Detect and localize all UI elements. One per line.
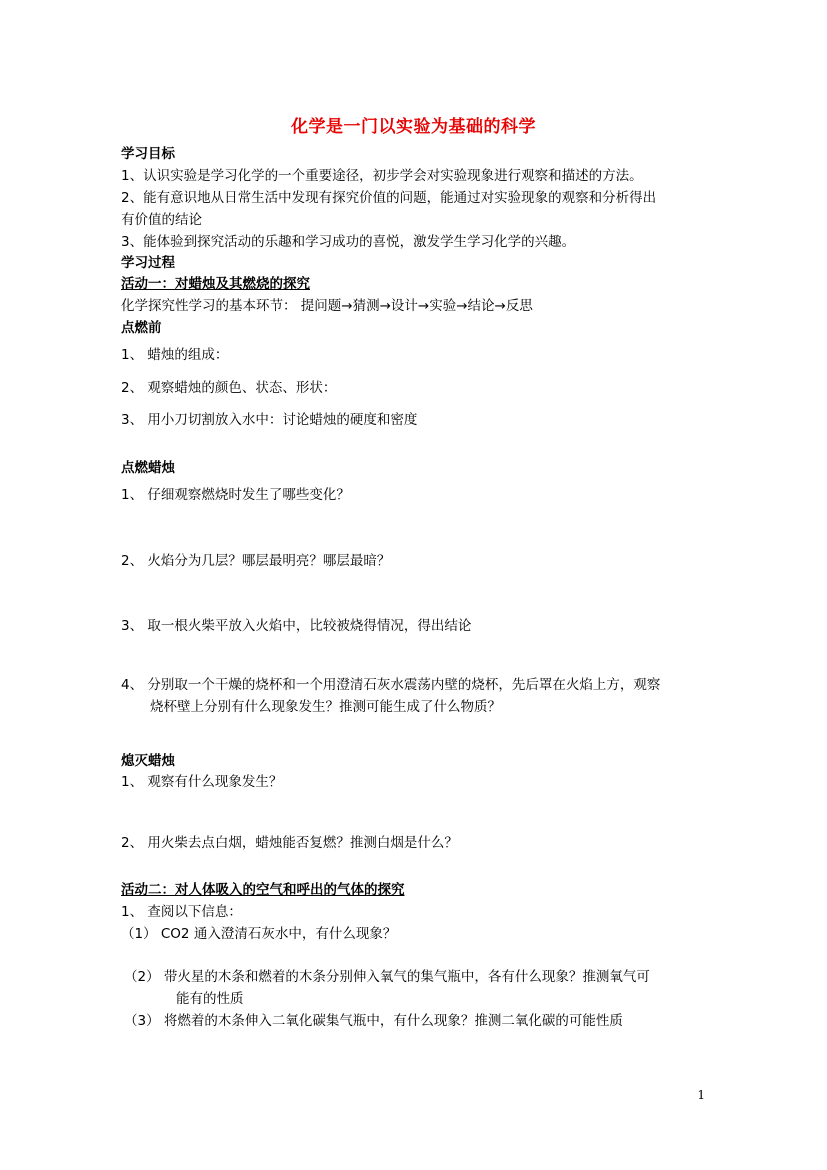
question: 1、 观察有什么现象发生？ bbox=[121, 774, 283, 790]
sub-question: （1） CO2 通入澄清石灰水中，有什么现象？ bbox=[121, 926, 397, 942]
question: 1、 查阅以下信息： bbox=[121, 904, 242, 920]
question: 2、 火焰分为几层？哪层最明亮？哪层最暗？ bbox=[121, 553, 391, 569]
goal-item: 1、认识实验是学习化学的一个重要途径，初步学会对实验现象进行观察和描述的方法。 bbox=[121, 168, 643, 184]
inquiry-steps: 化学探究性学习的基本环节： 提问题→猜测→设计→实验→结论→反思 bbox=[121, 298, 533, 314]
question: 3、 用小刀切割放入水中：讨论蜡烛的硬度和密度 bbox=[121, 412, 418, 428]
question: 4、 分别取一个干燥的烧杯和一个用澄清石灰水震荡内壁的烧杯，先后罩在火焰上方，观察 bbox=[121, 677, 661, 693]
question: 1、 蜡烛的组成： bbox=[121, 347, 229, 363]
goals-heading: 学习目标 bbox=[121, 146, 175, 162]
sub-question: （2） 带火星的木条和燃着的木条分别伸入氧气的集气瓶中，各有什么现象？推测氧气可 bbox=[124, 969, 650, 985]
question: 2、 观察蜡烛的颜色、状态、形状： bbox=[121, 380, 337, 396]
process-heading: 学习过程 bbox=[121, 255, 175, 271]
question: 1、 仔细观察燃烧时发生了哪些变化？ bbox=[121, 487, 350, 503]
goal-item: 2、能有意识地从日常生活中发现有探究价值的问题，能通过对实验现象的观察和分析得出 bbox=[121, 190, 657, 206]
question-continuation: 烧杯壁上分别有什么现象发生？推测可能生成了什么物质？ bbox=[150, 699, 501, 715]
page-number: 1 bbox=[697, 1088, 705, 1102]
goal-item: 3、能体验到探究活动的乐趣和学习成功的喜悦，激发学生学习化学的兴趣。 bbox=[121, 234, 576, 250]
sub-question-continuation: 能有的性质 bbox=[176, 991, 244, 1007]
lighting-heading: 点燃蜡烛 bbox=[121, 460, 175, 476]
before-lighting-heading: 点燃前 bbox=[121, 320, 162, 336]
activity2-heading: 活动二：对人体吸入的空气和呼出的气体的探究 bbox=[121, 882, 405, 898]
question: 3、 取一根火柴平放入火焰中，比较被烧得情况，得出结论 bbox=[121, 618, 472, 634]
goal-item: 有价值的结论 bbox=[121, 212, 202, 228]
document-title: 化学是一门以实验为基础的科学 bbox=[291, 117, 536, 137]
extinguish-heading: 熄灭蜡烛 bbox=[121, 753, 175, 769]
activity1-heading: 活动一：对蜡烛及其燃烧的探究 bbox=[121, 276, 310, 292]
sub-question: （3） 将燃着的木条伸入二氧化碳集气瓶中，有什么现象？推测二氧化碳的可能性质 bbox=[124, 1013, 623, 1029]
question: 2、 用火柴去点白烟，蜡烛能否复燃？推测白烟是什么？ bbox=[121, 835, 458, 851]
